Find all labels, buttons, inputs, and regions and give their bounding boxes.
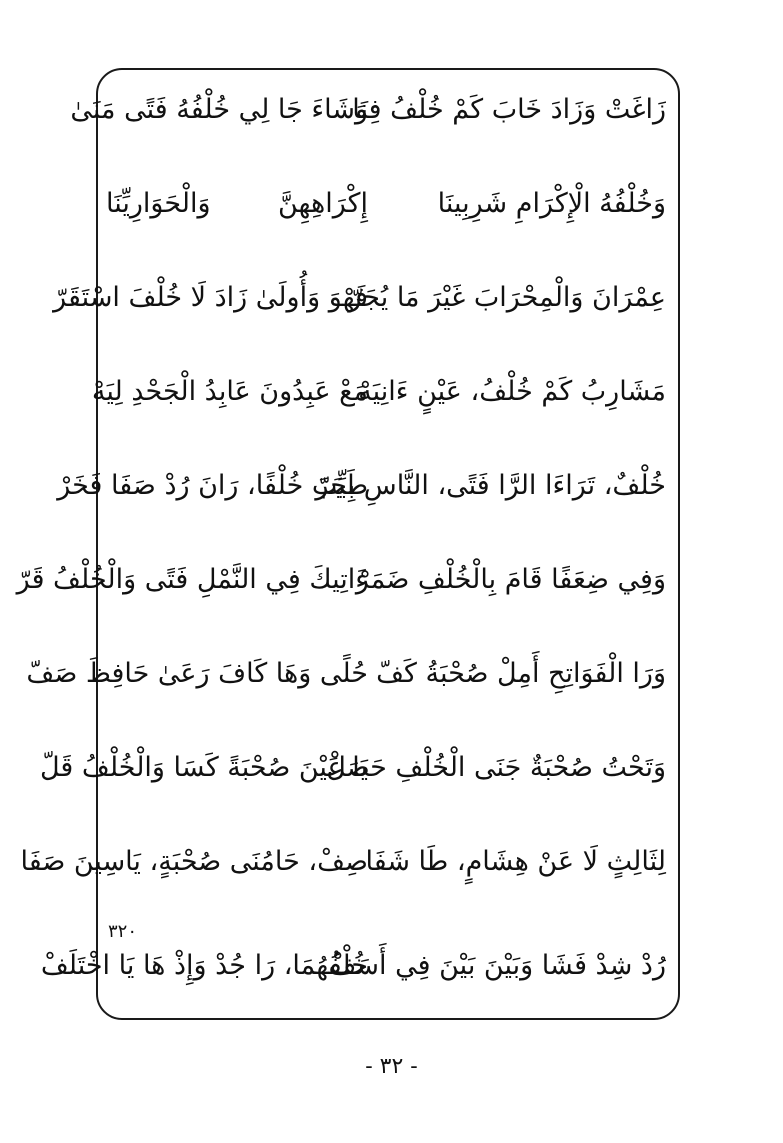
verse-list <box>16 80 676 1010</box>
verse-second-hemistich: خُلْفُهُمَا، رَا جُدْ وَإِذْ هَا يَا اخْتَلَفْ <box>40 950 368 981</box>
verse-first-hemistich: مَشَارِبُ كَمْ خُلْفُ، عَيْنٍ ءَانِيَهْ <box>358 376 666 407</box>
page-number: - ٣٢ - <box>365 1054 418 1079</box>
verse-number: ٣٢٠ <box>108 921 138 942</box>
verse-second-hemistich: صِفْ، حَامُنَى صُحْبَةٍ، يَاسِينَ صَفَا <box>20 846 368 877</box>
verse-first-hemistich: وَخُلْفُهُ الْإِكْرَامِ شَرِبِينَا <box>437 188 666 219</box>
verse-first-hemistich: رُدْ شِدْ فَشَا وَبَيْنَ بَيْنَ فِي أَسَفْ <box>328 950 666 981</box>
verse-second-hemistich: حُلًى وَهَا كَافَ رَعَىٰ حَافِظَ صَفّ <box>26 658 368 689</box>
verse-row <box>53 268 676 328</box>
verse-row <box>70 80 676 140</box>
verse-first-hemistich: زَاغَتْ وَزَادَ خَابَ كَمْ خُلْفُ فِنَا <box>352 94 666 125</box>
verse-first-hemistich: خُلْفٌ، تَرَاءَا الرَّا فَتًى، النَّاسِ بِجَرّ <box>315 470 666 501</box>
verse-first-hemistich: وَتَحْتُ صُحْبَةٌ جَنَى الْخُلْفِ حَصَلْ <box>326 752 666 783</box>
verse-second-hemistich: فَهْوَ وَأُولَىٰ زَادَ لَا خُلْفَ اسْتَقَرّ <box>53 282 368 313</box>
verse-row <box>57 456 676 516</box>
verse-row <box>39 738 676 798</box>
verse-row <box>91 362 676 422</box>
verse-row <box>16 550 676 610</box>
verse-first-hemistich: وَرَا الْفَوَاتِحِ أَمِلْ صُحْبَةُ كَفّ <box>376 658 666 689</box>
verse-row <box>100 174 676 234</box>
verse-row <box>26 644 676 704</box>
verse-second-hemistich: طَيِّبَ خُلْفًا، رَانَ رُدْ صَفَا فَخَرْ <box>57 470 368 501</box>
verse-first-hemistich: وَفِي ضِعَفًا قَامَ بِالْخُلْفِ ضَمَرْ <box>355 564 666 595</box>
verse-second-hemistich: يَا عَيْنَ صُحْبَةً كَسَا وَالْخُلْفُ قَلّ <box>39 752 368 783</box>
verse-row <box>20 832 676 892</box>
verse-first-hemistich: لِثَالِثٍ لَا عَنْ هِشَامٍ، طَا شَفَا <box>365 846 666 877</box>
verse-row <box>40 936 676 996</box>
verse-second-hemistich: ءَاتِيكَ فِي النَّمْلِ فَتًى وَالْخُلْفُ قَرّ <box>16 564 368 595</box>
verse-first-hemistich: عِمْرَانَ وَالْمِحْرَابَ غَيْرَ مَا يُجَرّ <box>348 282 666 313</box>
verse-second-hemistich: وَشَاءَ جَا لِي خُلْفُهُ فَتًى مَنَىٰ <box>70 94 368 125</box>
verse-second-hemistich: مَعْ عَبِدُونَ عَابِدُ الْجَحْدِ لِيَهْ <box>91 376 368 407</box>
verse-second-hemistich: إِكْرَاهِهِنَّ وَالْحَوَارِيِّنَا <box>106 188 368 219</box>
